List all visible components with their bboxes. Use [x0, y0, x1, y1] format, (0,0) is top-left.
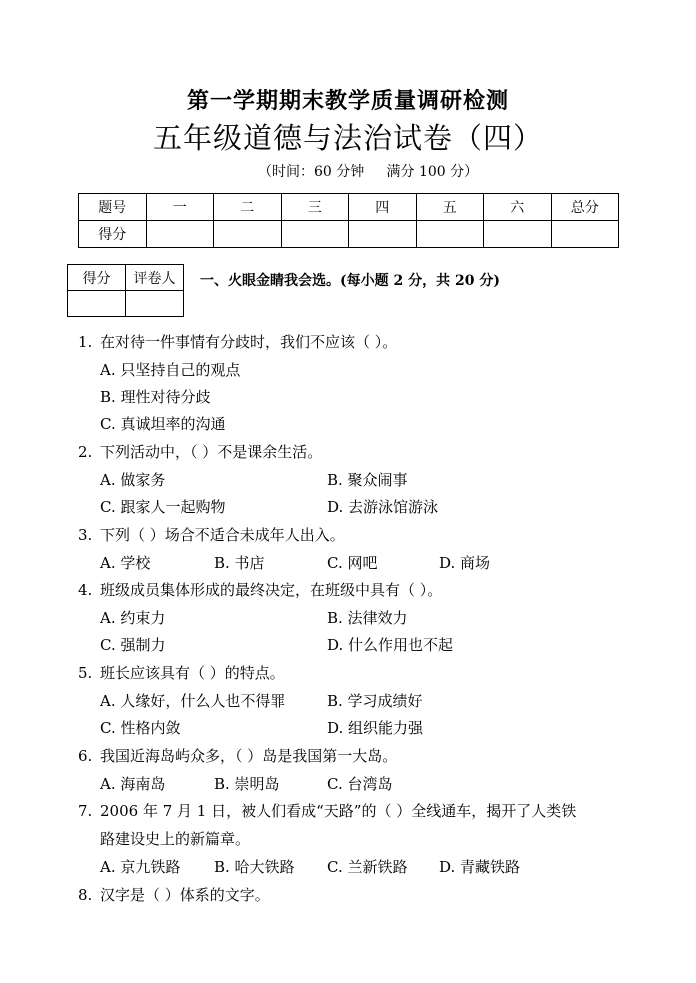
question-3: [78, 524, 345, 545]
score-row-label: 得分: [79, 221, 147, 248]
question-6-option-c[interactable]: C. 台湾岛: [327, 775, 393, 793]
exam-time-info: （时间：60 分钟 满分 100 分）: [258, 164, 479, 180]
question-text: 我国近海岛屿众多，（ ）岛是我国第一大岛。: [100, 747, 398, 765]
grader-table: [67, 264, 184, 317]
score-table-header-cell: 二: [214, 194, 282, 221]
question-text: 班级成员集体形成的最终决定，在班级中具有（ ）。: [100, 581, 443, 599]
score-table: [78, 193, 619, 248]
question-3-option-a[interactable]: A. 学校: [100, 554, 151, 572]
exam-title-line2: 五年级道德与法治试卷（四）: [152, 121, 543, 155]
question-number: 2.: [78, 443, 93, 461]
question-number: 1.: [78, 333, 93, 351]
question-number: 4.: [78, 581, 93, 599]
score-input-cell[interactable]: [146, 221, 214, 248]
question-2-option-a[interactable]: A. 做家务: [100, 471, 166, 489]
question-text: 下列活动中，（ ）不是课余生活。: [100, 443, 323, 461]
question-6-option-b[interactable]: B. 崇明岛: [214, 775, 280, 793]
question-7-option-b[interactable]: B. 哈大铁路: [214, 858, 295, 876]
question-3-option-b[interactable]: B. 书店: [214, 554, 265, 572]
grader-score-input[interactable]: [68, 291, 126, 317]
section-1-title: 一、火眼金睛我会选。(每小题 2 分，共 20 分): [200, 273, 500, 289]
score-table-header-cell: 一: [146, 194, 214, 221]
question-7-text-continued: 路建设史上的新篇章。: [100, 830, 251, 848]
question-7-option-c[interactable]: C. 兰新铁路: [327, 858, 408, 876]
grader-score-label: 得分: [68, 265, 126, 291]
question-4-option-b[interactable]: B. 法律效力: [327, 609, 408, 627]
question-number: 6.: [78, 747, 93, 765]
score-input-cell[interactable]: [214, 221, 282, 248]
question-text: 2006 年 7 月 1 日，被人们看成“天路”的（ ）全线通车，揭开了人类铁: [100, 802, 577, 820]
score-table-header-cell: 四: [349, 194, 417, 221]
question-6-option-a[interactable]: A. 海南岛: [100, 775, 166, 793]
question-number: 3.: [78, 526, 93, 544]
question-1-option-b[interactable]: B. 理性对待分歧: [100, 388, 211, 406]
score-table-header-cell: 题号: [79, 194, 147, 221]
question-7: [78, 800, 576, 821]
question-number: 8.: [78, 886, 93, 904]
question-text: 汉字是（ ）体系的文字。: [100, 886, 270, 904]
question-5-option-b[interactable]: B. 学习成绩好: [327, 692, 423, 710]
grader-name-input[interactable]: [126, 291, 184, 317]
score-table-header-cell: 总分: [551, 194, 619, 221]
score-input-cell[interactable]: [484, 221, 552, 248]
question-2-option-b[interactable]: B. 聚众闹事: [327, 471, 408, 489]
question-1-option-a[interactable]: A. 只坚持自己的观点: [100, 361, 241, 379]
score-input-cell[interactable]: [349, 221, 417, 248]
question-1-option-c[interactable]: C. 真诚坦率的沟通: [100, 415, 226, 433]
score-input-cell[interactable]: [281, 221, 349, 248]
question-text: 在对待一件事情有分歧时，我们不应该（ ）。: [100, 333, 398, 351]
question-1: [78, 331, 397, 352]
score-input-cell[interactable]: [416, 221, 484, 248]
score-table-header-cell: 五: [416, 194, 484, 221]
question-7-option-d[interactable]: D. 青藏铁路: [439, 858, 521, 876]
score-table-header-cell: 六: [484, 194, 552, 221]
question-3-option-d[interactable]: D. 商场: [439, 554, 491, 572]
score-table-header-cell: 三: [281, 194, 349, 221]
exam-title-line1: 第一学期期末教学质量调研检测: [186, 88, 509, 114]
question-5-option-d[interactable]: D. 组织能力强: [327, 719, 424, 737]
question-2-option-c[interactable]: C. 跟家人一起购物: [100, 498, 226, 516]
question-3-option-c[interactable]: C. 网吧: [327, 554, 378, 572]
question-2: [78, 441, 322, 462]
question-5-option-a[interactable]: A. 人缘好，什么人也不得罪: [100, 692, 286, 710]
question-7-option-a[interactable]: A. 京九铁路: [100, 858, 181, 876]
score-input-cell[interactable]: [551, 221, 619, 248]
question-8: [78, 884, 270, 905]
score-table-header-row: [79, 194, 619, 221]
question-number: 7.: [78, 802, 93, 820]
question-2-option-d[interactable]: D. 去游泳馆游泳: [327, 498, 439, 516]
question-text: 班长应该具有（ ）的特点。: [100, 664, 285, 682]
question-4: [78, 579, 442, 600]
question-5: [78, 662, 285, 683]
question-4-option-d[interactable]: D. 什么作用也不起: [327, 636, 454, 654]
question-4-option-a[interactable]: A. 约束力: [100, 609, 166, 627]
question-number: 5.: [78, 664, 93, 682]
score-table-score-row: [79, 221, 619, 248]
question-6: [78, 745, 397, 766]
grader-name-label: 评卷人: [126, 265, 184, 291]
question-5-option-c[interactable]: C. 性格内敛: [100, 719, 181, 737]
question-4-option-c[interactable]: C. 强制力: [100, 636, 166, 654]
question-text: 下列（ ）场合不适合未成年人出入。: [100, 526, 345, 544]
